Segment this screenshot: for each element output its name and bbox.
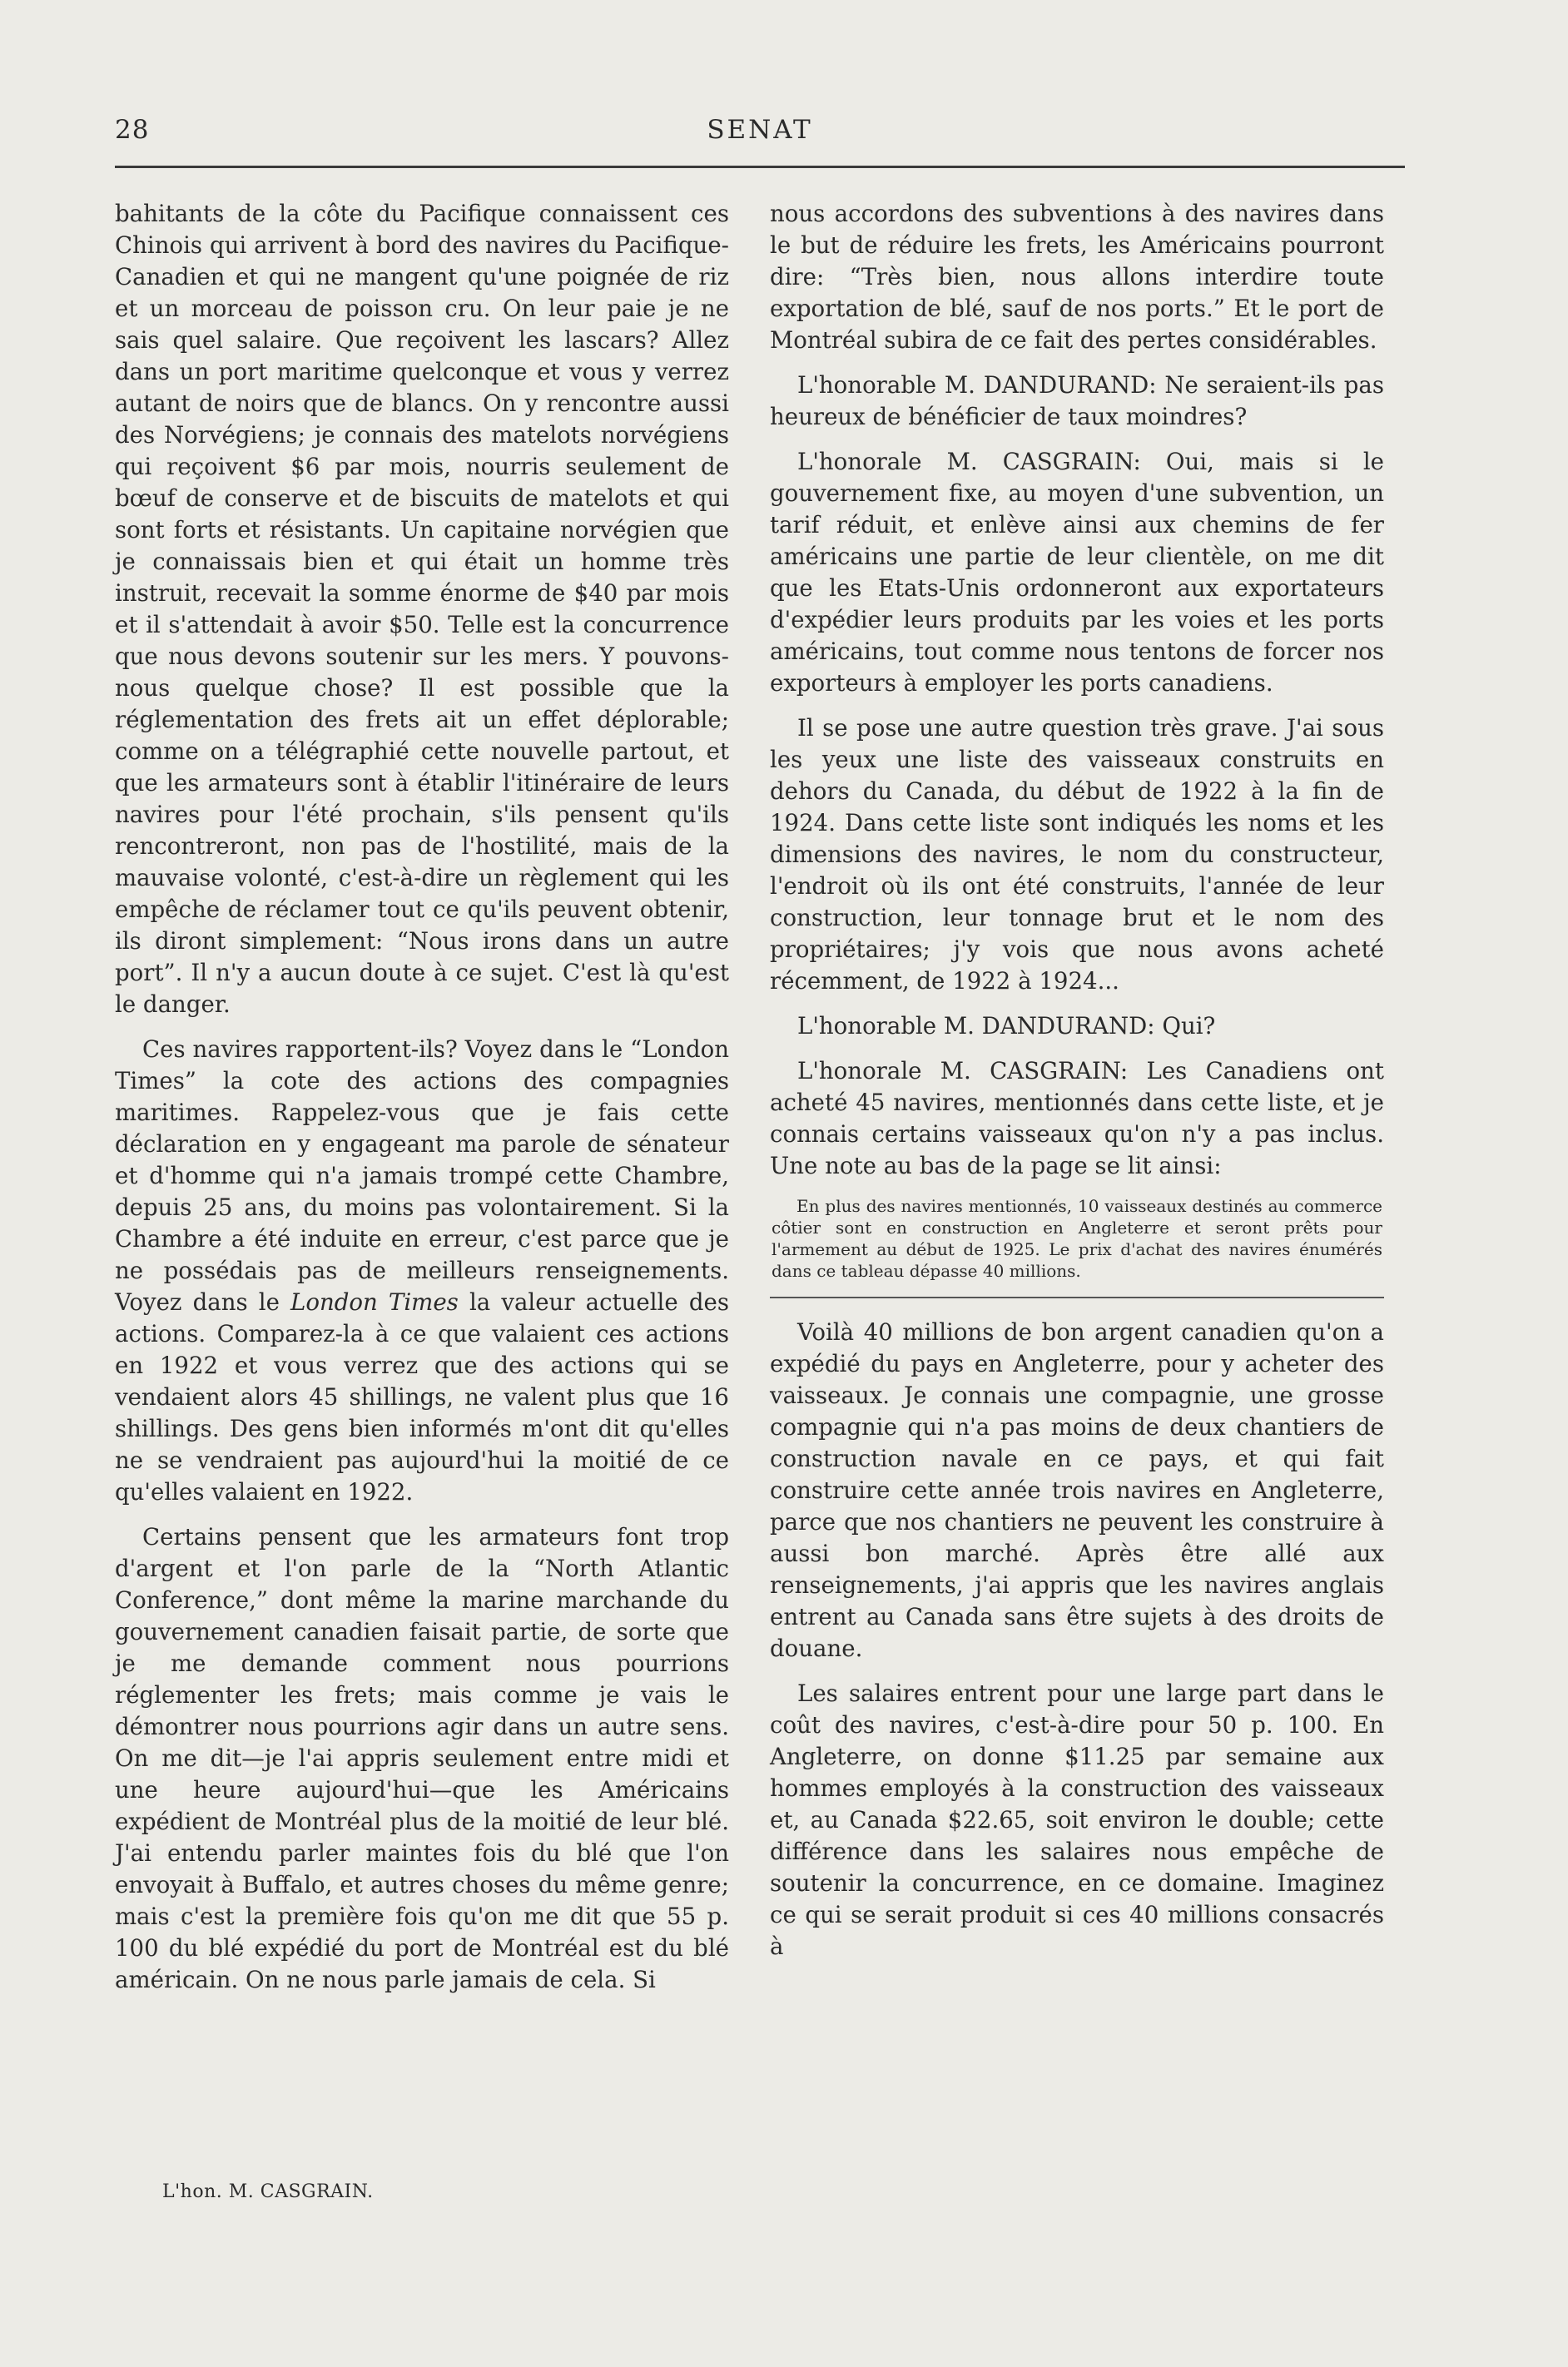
running-head: SENAT — [707, 115, 813, 145]
paragraph: L'honorable M. DANDURAND: Ne seraient-ils pas heureux de bénéficier de taux moindres? — [770, 371, 1384, 430]
newspaper-title: London Times — [290, 1288, 459, 1316]
header-rule — [115, 166, 1405, 168]
footnote-text: En plus des navires mentionnés, 10 vaisseaux destinés au commerce côtier sont en construction en Angleterre et seront prêts pour l'armement au début de 1925. Le prix d'achat des navires énumérés dans ce tableau dépasse 40 millions. — [772, 1196, 1382, 1281]
left-column — [115, 198, 729, 2229]
paragraph: Voilà 40 millions de bon argent canadien qu'on a expédié du pays en Angleterre, pour y acheter des vaisseaux. Je connais une compagnie, une grosse compagnie qui n'a pas moins de deux chantiers de construction navale en ce pays, et qui fait construire cette année trois navires en Angleterre, parce que nos chantiers ne peuvent les construire à aussi bon marché. Après être allé aux renseignements, j'ai appris que les navires anglais entrent au Canada sans être sujets à des droits de douane. — [770, 1318, 1384, 1662]
paragraph: L'honorale M. CASGRAIN: Oui, mais si le gouvernement fixe, au moyen d'une subvention, un tarif réduit, et enlève ainsi aux chemins de fer américains une partie de leur clientèle, on me dit que les Etats-Unis ordonneront aux exportateurs d'expédier leurs produits par les voies et les ports américains, tout comme nous tentons de forcer nos exporteurs à employer les ports canadiens. — [770, 448, 1384, 697]
page-header — [115, 115, 1405, 156]
paragraph: Il se pose une autre question très grave. J'ai sous les yeux une liste des vaisseaux construits en dehors du Canada, du début de 1922 à la fin de 1924. Dans cette liste sont indiqués les noms et les dimensions des navires, le nom du constructeur, l'endroit où ils ont été construits, l'année de leur construction, leur tonnage brut et le nom des propriétaires; j'y vois que nous avons acheté récemment, de 1922 à 1924... — [770, 714, 1384, 995]
paragraph: bahitants de la côte du Pacifique connaissent ces Chinois qui arrivent à bord des navires du Pacifique-Canadien et qui ne mangent qu'une poignée de riz et un morceau de poisson cru. On leur paie je ne sais quel salaire. Que reçoivent les lascars? Allez dans un port maritime quelconque et vous y verrez autant de noirs que de blancs. On y rencontre aussi des Norvégiens; je connais des matelots norvégiens qui reçoivent $6 par mois, nourris seulement de bœuf de conserve et de biscuits de matelots et qui sont forts et résistants. Un capitaine norvégien que je connaissais bien et qui était un homme très instruit, recevait la somme énorme de $40 par mois et il s'attendait à avoir $50. Telle est la concurrence que nous devons soutenir sur les mers. Y pouvons-nous quelque chose? Il est possible que la réglementation des frets ait un effet déplorable; comme on a télégraphié cette nouvelle partout, et que les armateurs sont à établir l'itinéraire de leurs navires pour l'été prochain, s'ils pensent qu'ils rencontreront, non pas de l'hostilité, mais de la mauvaise volonté, c'est-à-dire un règlement qui les empêche de réclamer tout ce qu'ils peuvent obtenir, ils diront simplement: “Nous irons dans un autre port”. Il n'y a aucun doute à ce sujet. C'est là qu'est le danger. — [115, 200, 729, 1018]
paragraph — [115, 1034, 729, 1508]
right-column — [770, 198, 1384, 2229]
paragraph-text: Ces navires rapportent-ils? Voyez dans le “London Times” la cote des actions des compagnies maritimes. Rappelez-vous que je fais cette déclaration en y engageant ma parole de sénateur et d'homme qui n'a jamais trompé cette Chambre, depuis 25 ans, du moins pas volontairement. Si la Chambre a été induite en erreur, c'est parce que je ne possédais pas de meilleurs renseignements. Voyez dans le — [115, 1035, 729, 1316]
footnote-quote — [770, 1195, 1384, 1298]
paragraph: L'honorale M. CASGRAIN: Les Canadiens ont acheté 45 navires, mentionnés dans cette liste, et je connais certains vaisseaux qu'on n'y a pas inclus. Une note au bas de la page se lit ainsi: — [770, 1057, 1384, 1179]
paragraph: Les salaires entrent pour une large part dans le coût des navires, c'est-à-dire pour 50 p. 100. En Angleterre, on donne $11.25 par semaine aux hommes employés à la construction des vaisseaux et, au Canada $22.65, soit environ le double; cette différence dans les salaires nous empêche de soutenir la concurrence, en ce domaine. Imaginez ce qui se serait produit si ces 40 millions consacrés à — [770, 1680, 1384, 1960]
paragraph-text: la valeur actuelle des actions. Comparez-la à ce que valaient ces actions en 1922 et vous verrez que des actions qui se vendaient alors 45 shillings, ne valent plus que 16 shillings. Des gens bien informés m'ont dit qu'elles ne se vendraient pas aujourd'hui la moitié de ce qu'elles valaient en 1922. — [115, 1288, 729, 1506]
paragraph: Certains pensent que les armateurs font trop d'argent et l'on parle de la “North Atlantic Conference,” dont même la marine marchande du gouvernement canadien faisait partie, de sorte que je me demande comment nous pourrions réglementer les frets; mais comme je vais le démontrer nous pourrions agir dans un autre sens. On me dit—je l'ai appris seulement entre midi et une heure aujourd'hui—que les Américains expédient de Montréal plus de la moitié de leur blé. J'ai entendu parler maintes fois du blé que l'on envoyait à Buffalo, et autres choses du même genre; mais c'est la première fois qu'on me dit que 55 p. 100 du blé expédié du port de Montréal est du blé américain. On ne nous parle jamais de cela. Si — [115, 1523, 729, 1993]
speaker-signature: L'hon. M. CASGRAIN. — [162, 2181, 374, 2202]
paragraph: nous accordons des subventions à des navires dans le but de réduire les frets, les Américains pourront dire: “Très bien, nous allons interdire toute exportation de blé, sauf de nos ports.” Et le port de Montréal subira de ce fait des pertes considérables. — [770, 200, 1384, 354]
page-number: 28 — [115, 115, 150, 145]
paragraph: L'honorable M. DANDURAND: Qui? — [797, 1012, 1216, 1040]
